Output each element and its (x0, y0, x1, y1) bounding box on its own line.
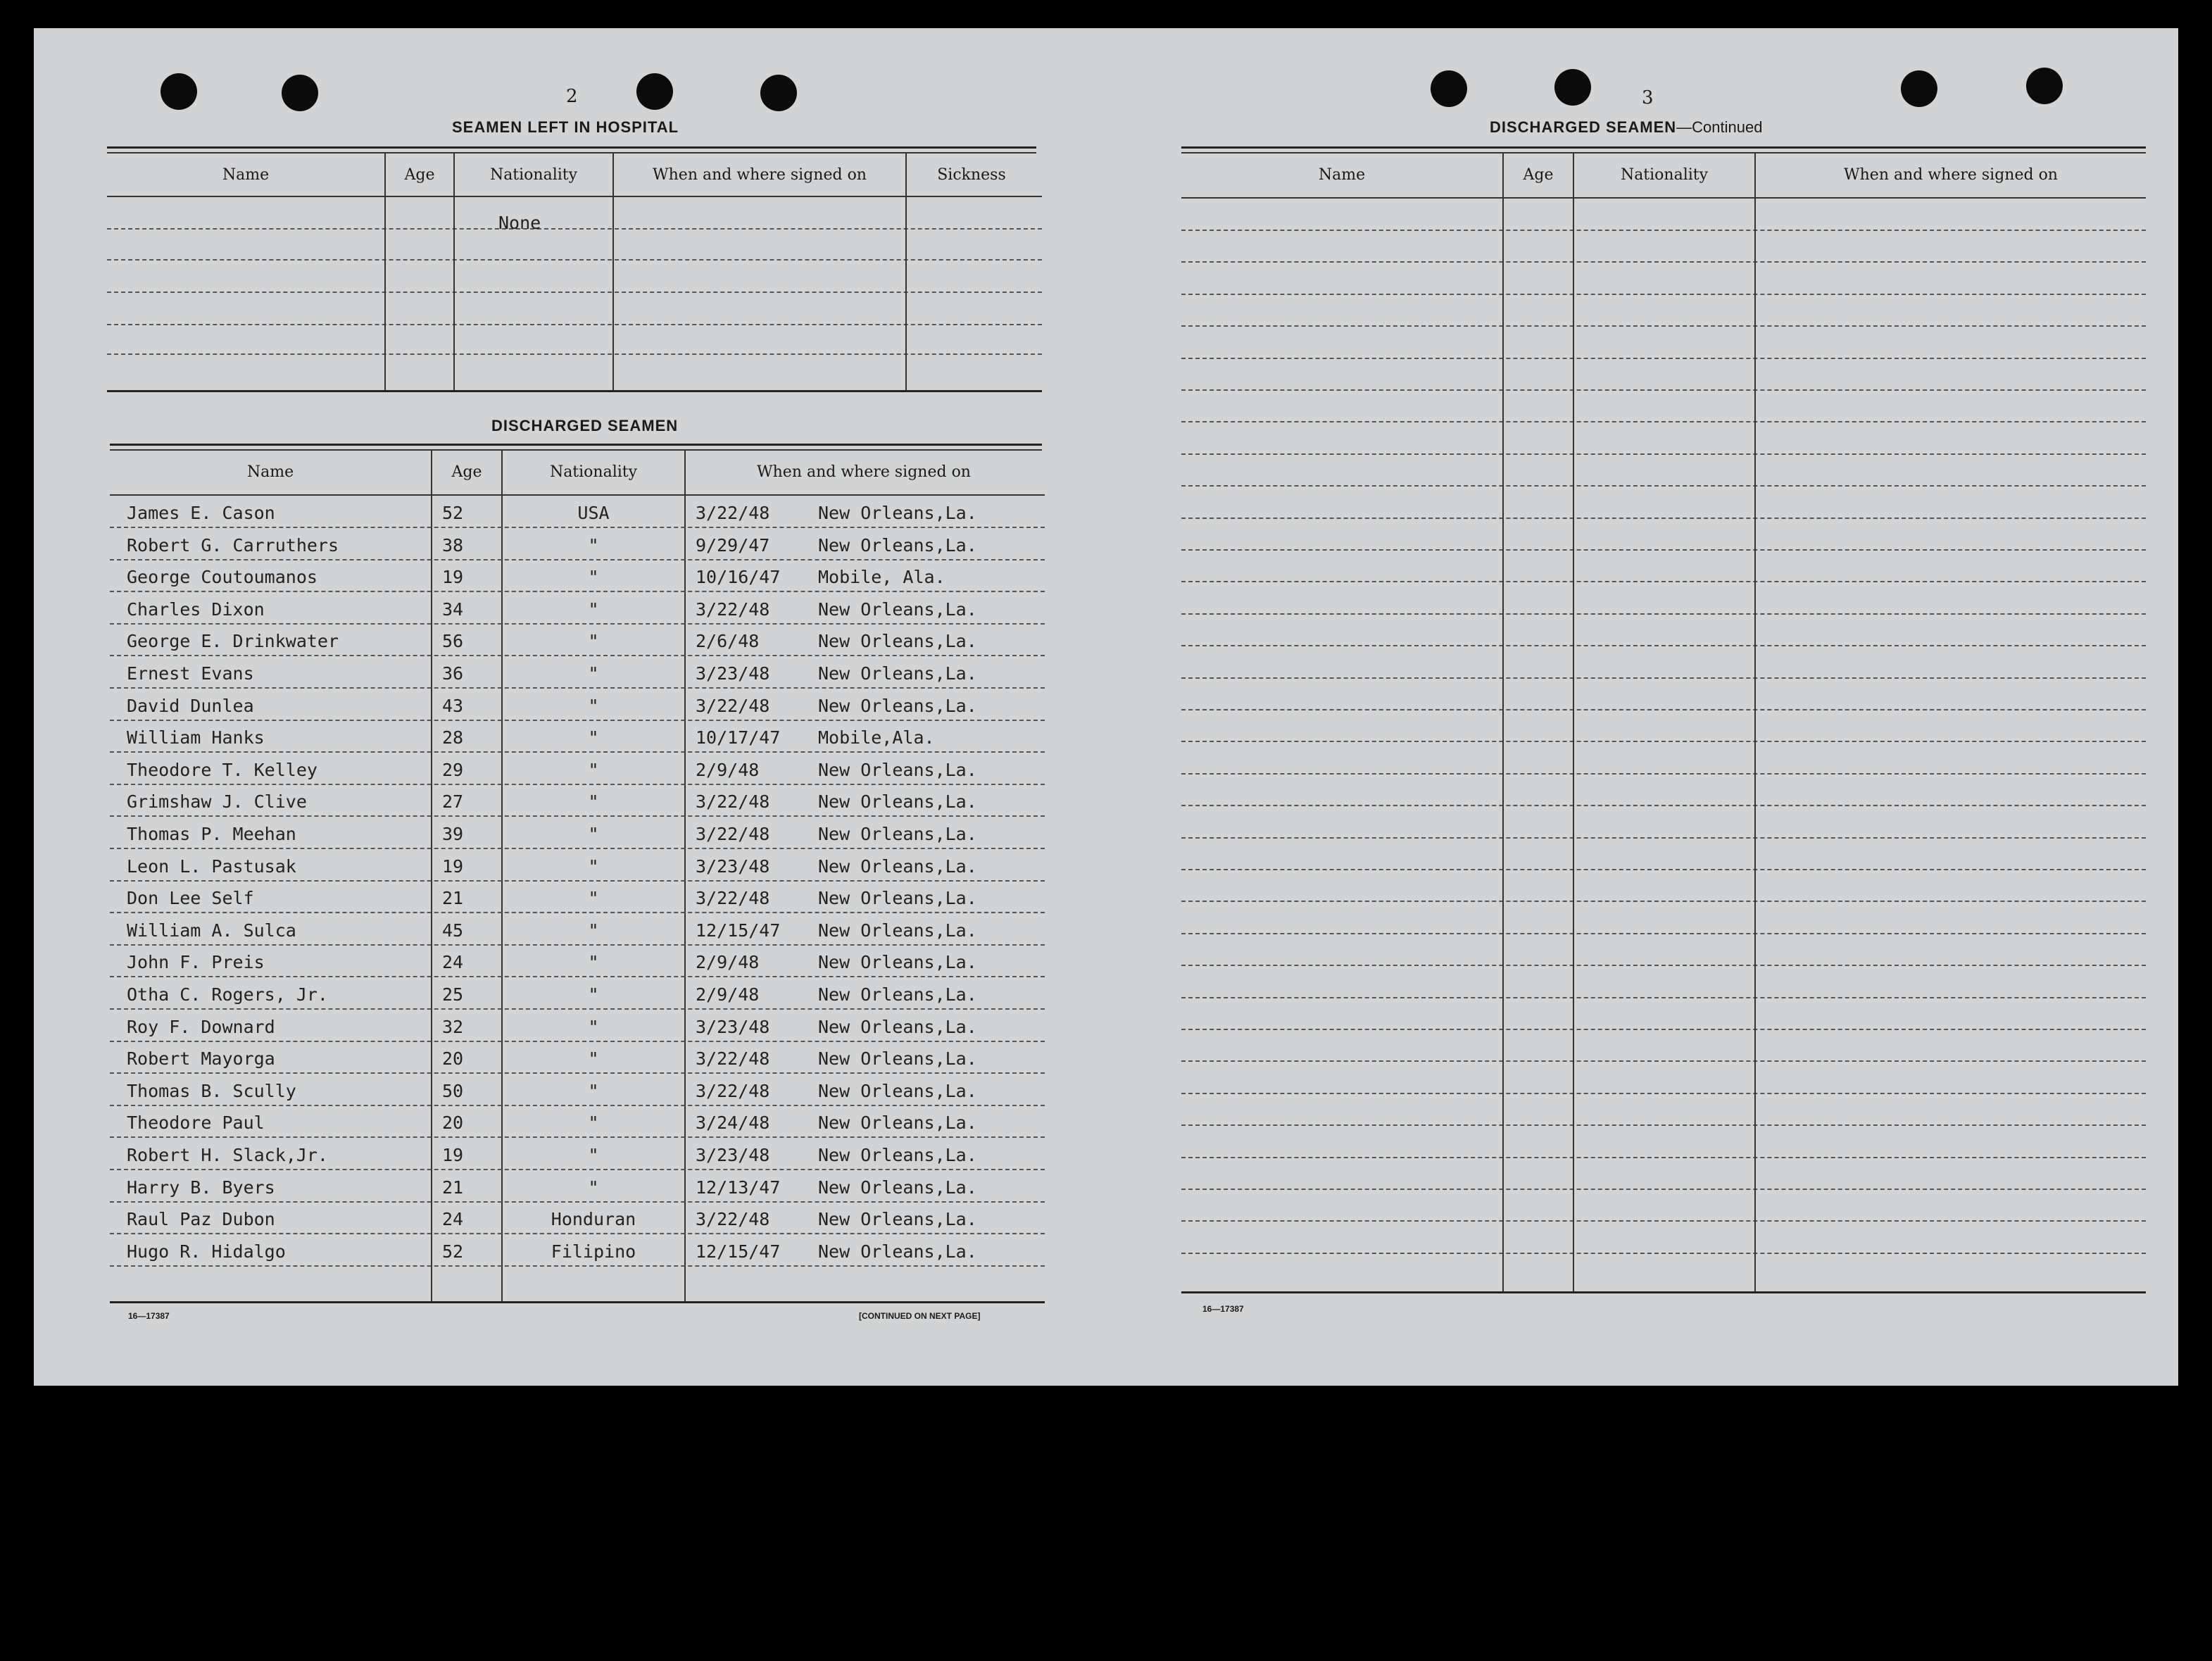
seaman-nationality: " (588, 631, 599, 651)
row-rule (1181, 358, 2146, 359)
row-rule (1181, 613, 2146, 615)
row-rule (1181, 294, 2146, 295)
seaman-name: Thomas B. Scully (127, 1081, 296, 1101)
row-rule (110, 559, 1045, 560)
row-rule (110, 1041, 1045, 1042)
signed-on-date: 12/15/47 (696, 920, 781, 941)
hospital-header-name: Name (222, 166, 270, 184)
row-rule (1181, 773, 2146, 775)
discharged-header-name: Name (246, 463, 294, 481)
seaman-age: 27 (442, 791, 464, 812)
signed-on-date: 3/22/48 (696, 503, 770, 523)
seaman-name: Theodore T. Kelley (127, 760, 318, 780)
seaman-nationality: " (588, 1017, 599, 1037)
row-rule (110, 912, 1045, 913)
row-rule (110, 976, 1045, 977)
signed-on-date: 3/22/48 (696, 1209, 770, 1229)
row-rule (1181, 901, 2146, 902)
punch-hole (2026, 68, 2063, 104)
seaman-age: 34 (442, 599, 464, 620)
signed-on-place: New Orleans,La. (818, 888, 977, 908)
seaman-name: Robert G. Carruthers (127, 535, 339, 556)
seaman-age: 45 (442, 920, 464, 941)
signed-on-date: 2/9/48 (696, 984, 760, 1005)
seaman-nationality: " (588, 696, 599, 716)
row-rule (110, 751, 1045, 753)
seaman-age: 24 (442, 1209, 464, 1229)
discharged-header-age: Age (451, 463, 482, 481)
discharged-header-nationality: Nationality (549, 463, 638, 481)
seaman-age: 36 (442, 663, 464, 684)
signed-on-date: 12/13/47 (696, 1177, 781, 1198)
seaman-nationality: Filipino (551, 1241, 636, 1262)
signed-on-date: 3/23/48 (696, 856, 770, 877)
seaman-age: 21 (442, 888, 464, 908)
signed-on-date: 2/6/48 (696, 631, 760, 651)
seaman-nationality: " (588, 791, 599, 812)
seaman-name: George E. Drinkwater (127, 631, 339, 651)
signed-on-place: New Orleans,La. (818, 824, 977, 844)
discharged-header-signed-on: When and where signed on (757, 463, 971, 481)
row-rule (110, 623, 1045, 625)
right-header-name: Name (1318, 166, 1366, 184)
seaman-name: Theodore Paul (127, 1112, 265, 1133)
seaman-name: David Dunlea (127, 696, 254, 716)
row-rule (1181, 581, 2146, 582)
punch-hole (1431, 70, 1467, 107)
signed-on-place: New Orleans,La. (818, 856, 977, 877)
right-title-main: DISCHARGED SEAMEN (1490, 118, 1677, 136)
seaman-nationality: USA (577, 503, 610, 523)
row-rule (110, 1072, 1045, 1074)
seaman-age: 25 (442, 984, 464, 1005)
signed-on-place: New Orleans,La. (818, 1177, 977, 1198)
row-rule (1181, 485, 2146, 487)
row-rule (1181, 1253, 2146, 1254)
punch-hole (282, 75, 318, 111)
row-rule (1181, 1060, 2146, 1062)
right-form-number: 16—17387 (1202, 1304, 1244, 1314)
seaman-nationality: " (588, 1177, 599, 1198)
row-rule (1181, 230, 2146, 231)
seaman-name: Charles Dixon (127, 599, 265, 620)
row-rule (110, 1136, 1045, 1138)
signed-on-date: 3/22/48 (696, 599, 770, 620)
signed-on-place: New Orleans,La. (818, 599, 977, 620)
right-page-number: 3 (1642, 87, 1654, 108)
seaman-name: Harry B. Byers (127, 1177, 275, 1198)
row-rule (1181, 1029, 2146, 1030)
signed-on-date: 3/22/48 (696, 696, 770, 716)
row-rule (1181, 421, 2146, 422)
seaman-nationality: " (588, 1112, 599, 1133)
row-rule (1181, 261, 2146, 263)
row-rule (1181, 709, 2146, 710)
document-sheet (34, 28, 2178, 1386)
seaman-nationality: " (588, 663, 599, 684)
punch-hole (1554, 69, 1591, 106)
right-header-nationality: Nationality (1620, 166, 1709, 184)
signed-on-place: Mobile, Ala. (818, 567, 945, 587)
seaman-nationality: " (588, 1048, 599, 1069)
seaman-age: 56 (442, 631, 464, 651)
row-rule (1181, 1189, 2146, 1190)
seaman-name: John F. Preis (127, 952, 265, 972)
signed-on-place: Mobile,Ala. (818, 727, 935, 748)
seaman-name: Ernest Evans (127, 663, 254, 684)
seaman-name: Robert H. Slack,Jr. (127, 1145, 328, 1165)
right-section-title (1490, 118, 1762, 137)
row-rule (1181, 869, 2146, 870)
seaman-nationality: " (588, 888, 599, 908)
seaman-name: William A. Sulca (127, 920, 296, 941)
seaman-age: 19 (442, 567, 464, 587)
seaman-age: 52 (442, 503, 464, 523)
left-form-number: 16—17387 (128, 1311, 170, 1321)
seaman-age: 52 (442, 1241, 464, 1262)
hospital-header-signed-on: When and where signed on (653, 166, 867, 184)
signed-on-date: 3/23/48 (696, 1145, 770, 1165)
seaman-name: Roy F. Downard (127, 1017, 275, 1037)
signed-on-date: 3/23/48 (696, 1017, 770, 1037)
signed-on-date: 3/22/48 (696, 888, 770, 908)
row-rule (1181, 389, 2146, 391)
row-rule (1181, 549, 2146, 551)
right-title-continued: —Continued (1676, 118, 1763, 136)
hospital-header-sickness: Sickness (937, 166, 1006, 184)
right-header-signed-on: When and where signed on (1844, 166, 2058, 184)
row-rule (110, 1233, 1045, 1234)
hospital-section-title: SEAMEN LEFT IN HOSPITAL (452, 118, 679, 136)
signed-on-place: New Orleans,La. (818, 920, 977, 941)
seaman-nationality: " (588, 1145, 599, 1165)
signed-on-place: New Orleans,La. (818, 503, 977, 523)
seaman-age: 20 (442, 1048, 464, 1069)
seaman-age: 24 (442, 952, 464, 972)
seaman-name: Raul Paz Dubon (127, 1209, 275, 1229)
row-rule (1181, 1157, 2146, 1158)
signed-on-date: 10/17/47 (696, 727, 781, 748)
row-rule (1181, 453, 2146, 455)
seaman-name: Grimshaw J. Clive (127, 791, 307, 812)
row-rule (110, 527, 1045, 528)
row-rule (110, 880, 1045, 882)
signed-on-date: 3/22/48 (696, 824, 770, 844)
row-rule (110, 1265, 1045, 1267)
seaman-name: Thomas P. Meehan (127, 824, 296, 844)
row-rule (110, 687, 1045, 689)
row-rule (1181, 677, 2146, 679)
seaman-name: Hugo R. Hidalgo (127, 1241, 286, 1262)
row-rule (110, 591, 1045, 592)
seaman-name: Otha C. Rogers, Jr. (127, 984, 328, 1005)
signed-on-date: 12/15/47 (696, 1241, 781, 1262)
row-rule (1181, 741, 2146, 742)
row-rule (110, 815, 1045, 817)
seaman-nationality: " (588, 567, 599, 587)
row-rule (1181, 518, 2146, 519)
row-rule (110, 1169, 1045, 1170)
seaman-name: William Hanks (127, 727, 265, 748)
hospital-header-nationality: Nationality (489, 166, 578, 184)
seaman-nationality: " (588, 1081, 599, 1101)
row-rule (1181, 933, 2146, 934)
row-rule (1181, 805, 2146, 806)
seaman-name: George Coutoumanos (127, 567, 318, 587)
signed-on-date: 2/9/48 (696, 952, 760, 972)
signed-on-place: New Orleans,La. (818, 1112, 977, 1133)
seaman-name: Robert Mayorga (127, 1048, 275, 1069)
row-rule (1181, 837, 2146, 839)
signed-on-place: New Orleans,La. (818, 1145, 977, 1165)
row-rule (110, 1105, 1045, 1106)
row-rule (110, 1008, 1045, 1010)
seaman-nationality: " (588, 824, 599, 844)
row-rule (110, 944, 1045, 946)
seaman-nationality: " (588, 984, 599, 1005)
row-rule (110, 655, 1045, 656)
seaman-name: Leon L. Pastusak (127, 856, 296, 877)
seaman-age: 39 (442, 824, 464, 844)
row-rule (110, 1201, 1045, 1203)
punch-hole (161, 73, 197, 110)
punch-hole (636, 73, 673, 110)
signed-on-place: New Orleans,La. (818, 663, 977, 684)
seaman-age: 19 (442, 856, 464, 877)
punch-hole (760, 75, 797, 111)
row-rule (110, 848, 1045, 849)
seaman-nationality: " (588, 535, 599, 556)
row-rule (1181, 645, 2146, 646)
seaman-nationality: " (588, 952, 599, 972)
signed-on-place: New Orleans,La. (818, 791, 977, 812)
discharged-section-title: DISCHARGED SEAMEN (491, 417, 679, 434)
signed-on-place: New Orleans,La. (818, 1209, 977, 1229)
row-rule (1181, 997, 2146, 998)
signed-on-place: New Orleans,La. (818, 631, 977, 651)
left-page-number: 2 (566, 86, 578, 107)
hospital-entry-none: None (498, 213, 541, 233)
signed-on-date: 3/23/48 (696, 663, 770, 684)
signed-on-place: New Orleans,La. (818, 1081, 977, 1101)
seaman-age: 43 (442, 696, 464, 716)
hospital-header-age: Age (404, 166, 435, 184)
seaman-name: James E. Cason (127, 503, 275, 523)
row-rule (110, 720, 1045, 721)
seaman-age: 29 (442, 760, 464, 780)
signed-on-date: 3/24/48 (696, 1112, 770, 1133)
punch-hole (1901, 70, 1937, 107)
row-rule (110, 784, 1045, 785)
seaman-nationality: " (588, 856, 599, 877)
right-header-age: Age (1523, 166, 1554, 184)
signed-on-place: New Orleans,La. (818, 1048, 977, 1069)
seaman-age: 20 (442, 1112, 464, 1133)
row-rule (1181, 1124, 2146, 1126)
seaman-age: 38 (442, 535, 464, 556)
seaman-age: 28 (442, 727, 464, 748)
seaman-age: 32 (442, 1017, 464, 1037)
seaman-age: 21 (442, 1177, 464, 1198)
row-rule (1181, 1093, 2146, 1094)
seaman-nationality: Honduran (551, 1209, 636, 1229)
signed-on-date: 2/9/48 (696, 760, 760, 780)
signed-on-place: New Orleans,La. (818, 760, 977, 780)
seaman-name: Don Lee Self (127, 888, 254, 908)
signed-on-place: New Orleans,La. (818, 1017, 977, 1037)
row-rule (1181, 325, 2146, 327)
seaman-age: 19 (442, 1145, 464, 1165)
seaman-age: 50 (442, 1081, 464, 1101)
signed-on-date: 3/22/48 (696, 791, 770, 812)
signed-on-date: 3/22/48 (696, 1081, 770, 1101)
signed-on-place: New Orleans,La. (818, 1241, 977, 1262)
seaman-nationality: " (588, 599, 599, 620)
signed-on-place: New Orleans,La. (818, 535, 977, 556)
signed-on-place: New Orleans,La. (818, 696, 977, 716)
continued-note: [CONTINUED ON NEXT PAGE] (859, 1311, 981, 1321)
row-rule (1181, 965, 2146, 966)
signed-on-date: 9/29/47 (696, 535, 770, 556)
row-rule (1181, 1220, 2146, 1222)
signed-on-place: New Orleans,La. (818, 984, 977, 1005)
seaman-nationality: " (588, 727, 599, 748)
signed-on-date: 3/22/48 (696, 1048, 770, 1069)
seaman-nationality: " (588, 920, 599, 941)
signed-on-place: New Orleans,La. (818, 952, 977, 972)
signed-on-date: 10/16/47 (696, 567, 781, 587)
seaman-nationality: " (588, 760, 599, 780)
